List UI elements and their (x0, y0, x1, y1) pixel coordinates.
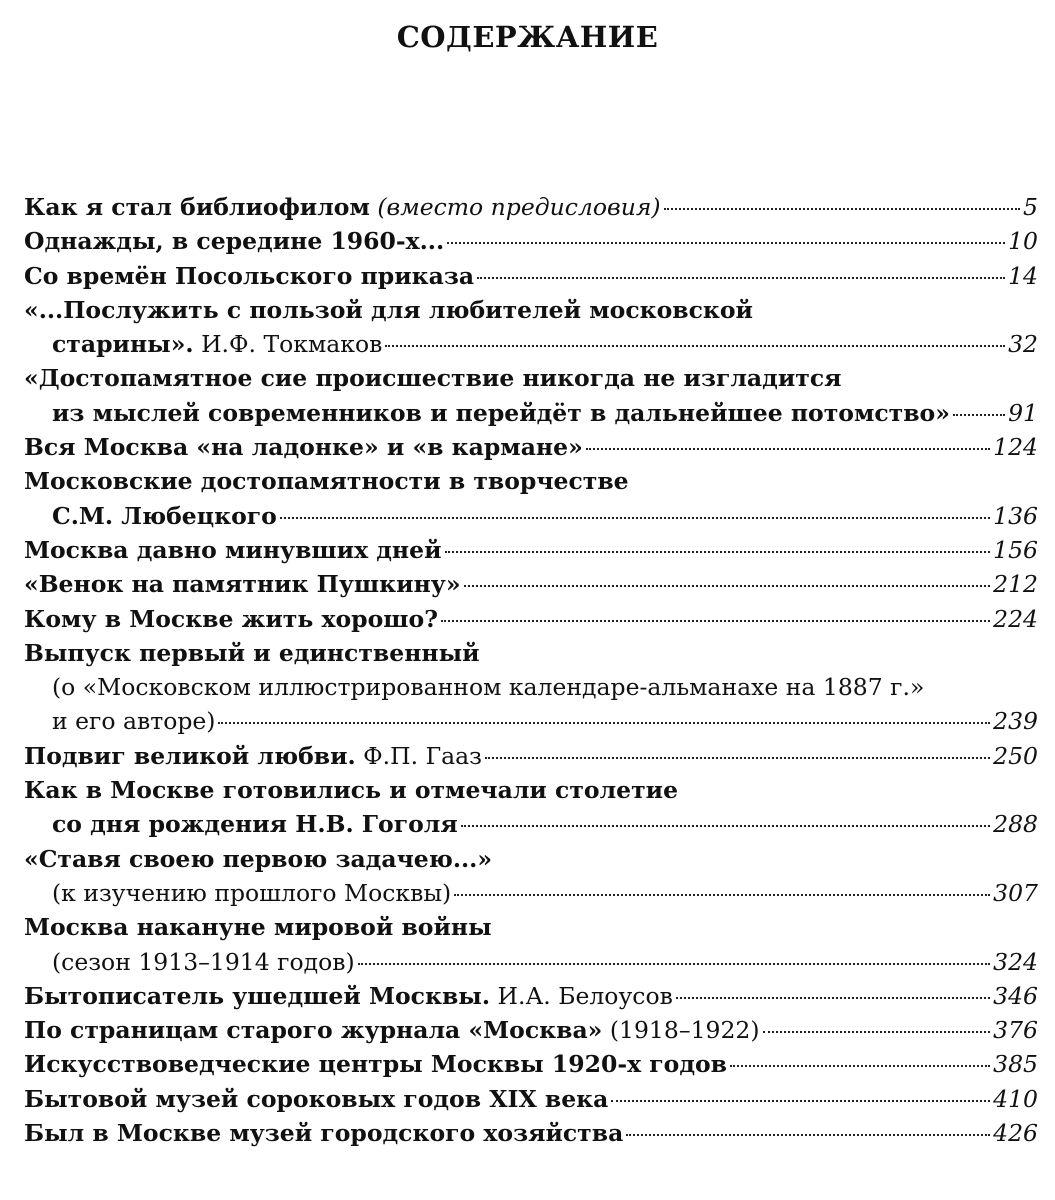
toc-entry-line (24, 876, 1038, 910)
toc-title-segment: Был в Москве музей городского хозяйства (24, 1119, 624, 1148)
toc-title-segment: и его авторе) (52, 707, 216, 736)
toc-entry-line (24, 739, 1038, 773)
toc-entry-line (24, 430, 1038, 464)
toc-entry-title (24, 567, 461, 601)
dot-leader (730, 1065, 990, 1067)
toc-entry[interactable] (24, 190, 1038, 224)
dot-leader (953, 414, 1005, 416)
toc-entry-title (24, 913, 492, 941)
toc-entry-line (24, 464, 1038, 498)
toc-entry-line (24, 327, 1038, 361)
toc-title-segment: Искусствоведческие центры Москвы 1920-х годов (24, 1050, 728, 1079)
toc-entry-title (24, 602, 438, 636)
dot-leader (454, 894, 990, 896)
page-number: 14 (1008, 261, 1038, 290)
toc-title-segment: И.Ф. Токмаков (193, 330, 383, 359)
toc-title-segment: Однажды, в середине 1960-х... (24, 227, 445, 256)
page-number: 32 (1008, 330, 1038, 359)
toc-entry[interactable] (24, 773, 1038, 842)
page-number: 250 (993, 741, 1038, 770)
toc-entry-line (24, 602, 1038, 636)
toc-title-segment: С.М. Любецкого (52, 501, 277, 530)
dot-leader (358, 963, 990, 965)
toc-entry-line (24, 807, 1038, 841)
toc-entry-line (24, 1082, 1038, 1116)
toc-title-segment: Москва давно минувших дней (24, 535, 442, 564)
toc-title-segment: Ф.П. Гааз (355, 741, 482, 770)
toc-entry-title (52, 673, 924, 701)
toc-entry-line (24, 979, 1038, 1013)
page-number: 385 (993, 1050, 1038, 1079)
toc-title-segment: (сезон 1913–1914 годов) (52, 947, 355, 976)
toc-entry-title (52, 945, 355, 979)
toc-entry[interactable] (24, 1082, 1038, 1116)
toc-title-segment: По страницам старого журнала (24, 1016, 469, 1045)
table-of-contents (24, 190, 1038, 1150)
dot-leader (461, 825, 990, 827)
page-number: 136 (993, 501, 1038, 530)
toc-entry[interactable] (24, 602, 1038, 636)
toc-entry[interactable] (24, 1116, 1038, 1150)
page-title: СОДЕРЖАНИЕ (396, 20, 659, 54)
toc-entry-line (24, 499, 1038, 533)
toc-entry-line (24, 293, 1038, 327)
toc-title-segment: со дня рождения Н.В. Гоголя (52, 810, 458, 839)
toc-entry-title (24, 1116, 623, 1150)
toc-entry[interactable] (24, 533, 1038, 567)
toc-entry-line (24, 1116, 1038, 1150)
page-number: 212 (993, 570, 1038, 599)
toc-title-segment: Подвиг великой любви. (24, 741, 356, 770)
toc-title-segment: «Москва» (468, 1016, 603, 1045)
toc-entry[interactable] (24, 1047, 1038, 1081)
page-number: 124 (993, 433, 1038, 462)
toc-entry[interactable] (24, 636, 1038, 739)
toc-entry-line (24, 636, 1038, 670)
toc-entry[interactable] (24, 464, 1038, 533)
toc-entry-line (24, 842, 1038, 876)
dot-leader (626, 1134, 990, 1136)
toc-entry-title (24, 467, 629, 495)
toc-entry-title (24, 533, 442, 567)
toc-title-segment: «Венок на памятник Пушкину» (24, 570, 461, 599)
toc-entry-title (24, 639, 480, 667)
dot-leader (447, 242, 1005, 244)
dot-leader (485, 757, 990, 759)
toc-entry[interactable] (24, 910, 1038, 979)
page-number: 224 (993, 604, 1038, 633)
toc-title-segment: (к изучению прошлого Москвы) (52, 878, 452, 907)
toc-entry[interactable] (24, 739, 1038, 773)
toc-entry[interactable] (24, 259, 1038, 293)
toc-entry-line (24, 910, 1038, 944)
toc-entry-title (24, 776, 678, 804)
page-number: 376 (993, 1016, 1038, 1045)
toc-entry-title (24, 259, 474, 293)
page-number: 5 (1023, 193, 1038, 221)
toc-title-segment: Москва накануне мировой войны (24, 913, 492, 942)
page-number: 10 (1008, 227, 1038, 256)
toc-title-segment: «Ставя своею первою задачею...» (24, 844, 493, 873)
page-number: 410 (993, 1084, 1038, 1113)
toc-entry-line (24, 259, 1038, 293)
page-number: 239 (993, 707, 1038, 736)
toc-entry[interactable] (24, 842, 1038, 911)
toc-title-segment: Московские достопамятности в творчестве (24, 467, 629, 496)
toc-title-segment: Как в Москве готовились и отмечали столетие (24, 776, 679, 805)
toc-title-segment: (вместо предисловия) (369, 193, 661, 221)
toc-entry-line (24, 567, 1038, 601)
toc-title-segment: Вся Москва «на ладонке» и «в кармане» (24, 433, 583, 462)
toc-title-segment: «Достопамятное сие происшествие никогда не изгладится (24, 364, 842, 393)
toc-entry-line (24, 533, 1038, 567)
page-number: 91 (1008, 398, 1038, 427)
toc-entry-line (24, 704, 1038, 738)
page-number: 324 (993, 947, 1038, 976)
toc-entry-title (52, 327, 382, 361)
toc-entry-line (24, 396, 1038, 430)
dot-leader (676, 997, 990, 999)
dot-leader (280, 517, 990, 519)
dot-leader (763, 1031, 991, 1033)
toc-entry-title (24, 979, 673, 1013)
toc-entry-line (24, 361, 1038, 395)
page-number: 426 (993, 1119, 1038, 1148)
toc-entry-title (52, 499, 277, 533)
dot-leader (385, 345, 1005, 347)
toc-entry[interactable] (24, 224, 1038, 258)
dot-leader (477, 277, 1005, 279)
toc-entry-line (24, 190, 1038, 224)
toc-entry-title (52, 807, 458, 841)
toc-entry-title (52, 704, 215, 738)
page-number: 307 (993, 878, 1038, 907)
toc-entry-line (24, 670, 1038, 704)
toc-title-segment: Бытовой музей сороковых годов XIX века (24, 1084, 609, 1113)
toc-entry[interactable] (24, 361, 1038, 430)
toc-title-segment: Кому в Москве жить хорошо? (24, 604, 438, 633)
page-number: 156 (993, 535, 1038, 564)
dot-leader (586, 448, 990, 450)
toc-entry-title (24, 739, 482, 773)
toc-entry[interactable] (24, 430, 1038, 464)
toc-entry-line (24, 945, 1038, 979)
toc-entry-title (52, 876, 451, 910)
toc-entry[interactable] (24, 979, 1038, 1013)
toc-title-segment: И.А. Белоусов (490, 981, 673, 1010)
toc-title-segment: (1918–1922) (602, 1016, 760, 1045)
toc-title-segment: Со времён Посольского приказа (24, 261, 475, 290)
page-number: 288 (993, 810, 1038, 839)
page-number: 346 (993, 981, 1038, 1010)
dot-leader (611, 1100, 990, 1102)
toc-title-segment: Выпуск первый и единственный (24, 638, 480, 667)
dot-leader (445, 551, 991, 553)
toc-entry[interactable] (24, 293, 1038, 362)
toc-entry-title (24, 1082, 608, 1116)
toc-entry-title (24, 1047, 727, 1081)
toc-title-segment: Бытописатель ушедшей Москвы. (24, 981, 491, 1010)
toc-title-segment: Как я стал библиофилом (24, 193, 370, 221)
dot-leader (664, 208, 1020, 210)
toc-title-segment: из мыслей современников и перейдёт в дальнейшее потомство» (52, 398, 950, 427)
toc-entry-title (24, 190, 661, 224)
toc-entry[interactable] (24, 567, 1038, 601)
toc-entry-line (24, 1013, 1038, 1047)
toc-entry-title (52, 396, 950, 430)
dot-leader (464, 585, 991, 587)
toc-entry-line (24, 773, 1038, 807)
toc-entry-line (24, 1047, 1038, 1081)
toc-entry-line (24, 224, 1038, 258)
toc-entry-title (24, 364, 842, 392)
toc-entry-title (24, 224, 444, 258)
toc-entry[interactable] (24, 1013, 1038, 1047)
dot-leader (218, 722, 990, 724)
toc-entry-title (24, 296, 753, 324)
toc-title-segment: «...Послужить с пользой для любителей московской (24, 295, 753, 324)
dot-leader (441, 620, 990, 622)
toc-entry-title (24, 845, 492, 873)
toc-title-segment: (о «Московском иллюстрированном календаре-альманахе на 1887 г.» (52, 673, 925, 702)
toc-entry-title (24, 1013, 760, 1047)
toc-title-segment: старины». (52, 330, 194, 359)
toc-entry-title (24, 430, 583, 464)
